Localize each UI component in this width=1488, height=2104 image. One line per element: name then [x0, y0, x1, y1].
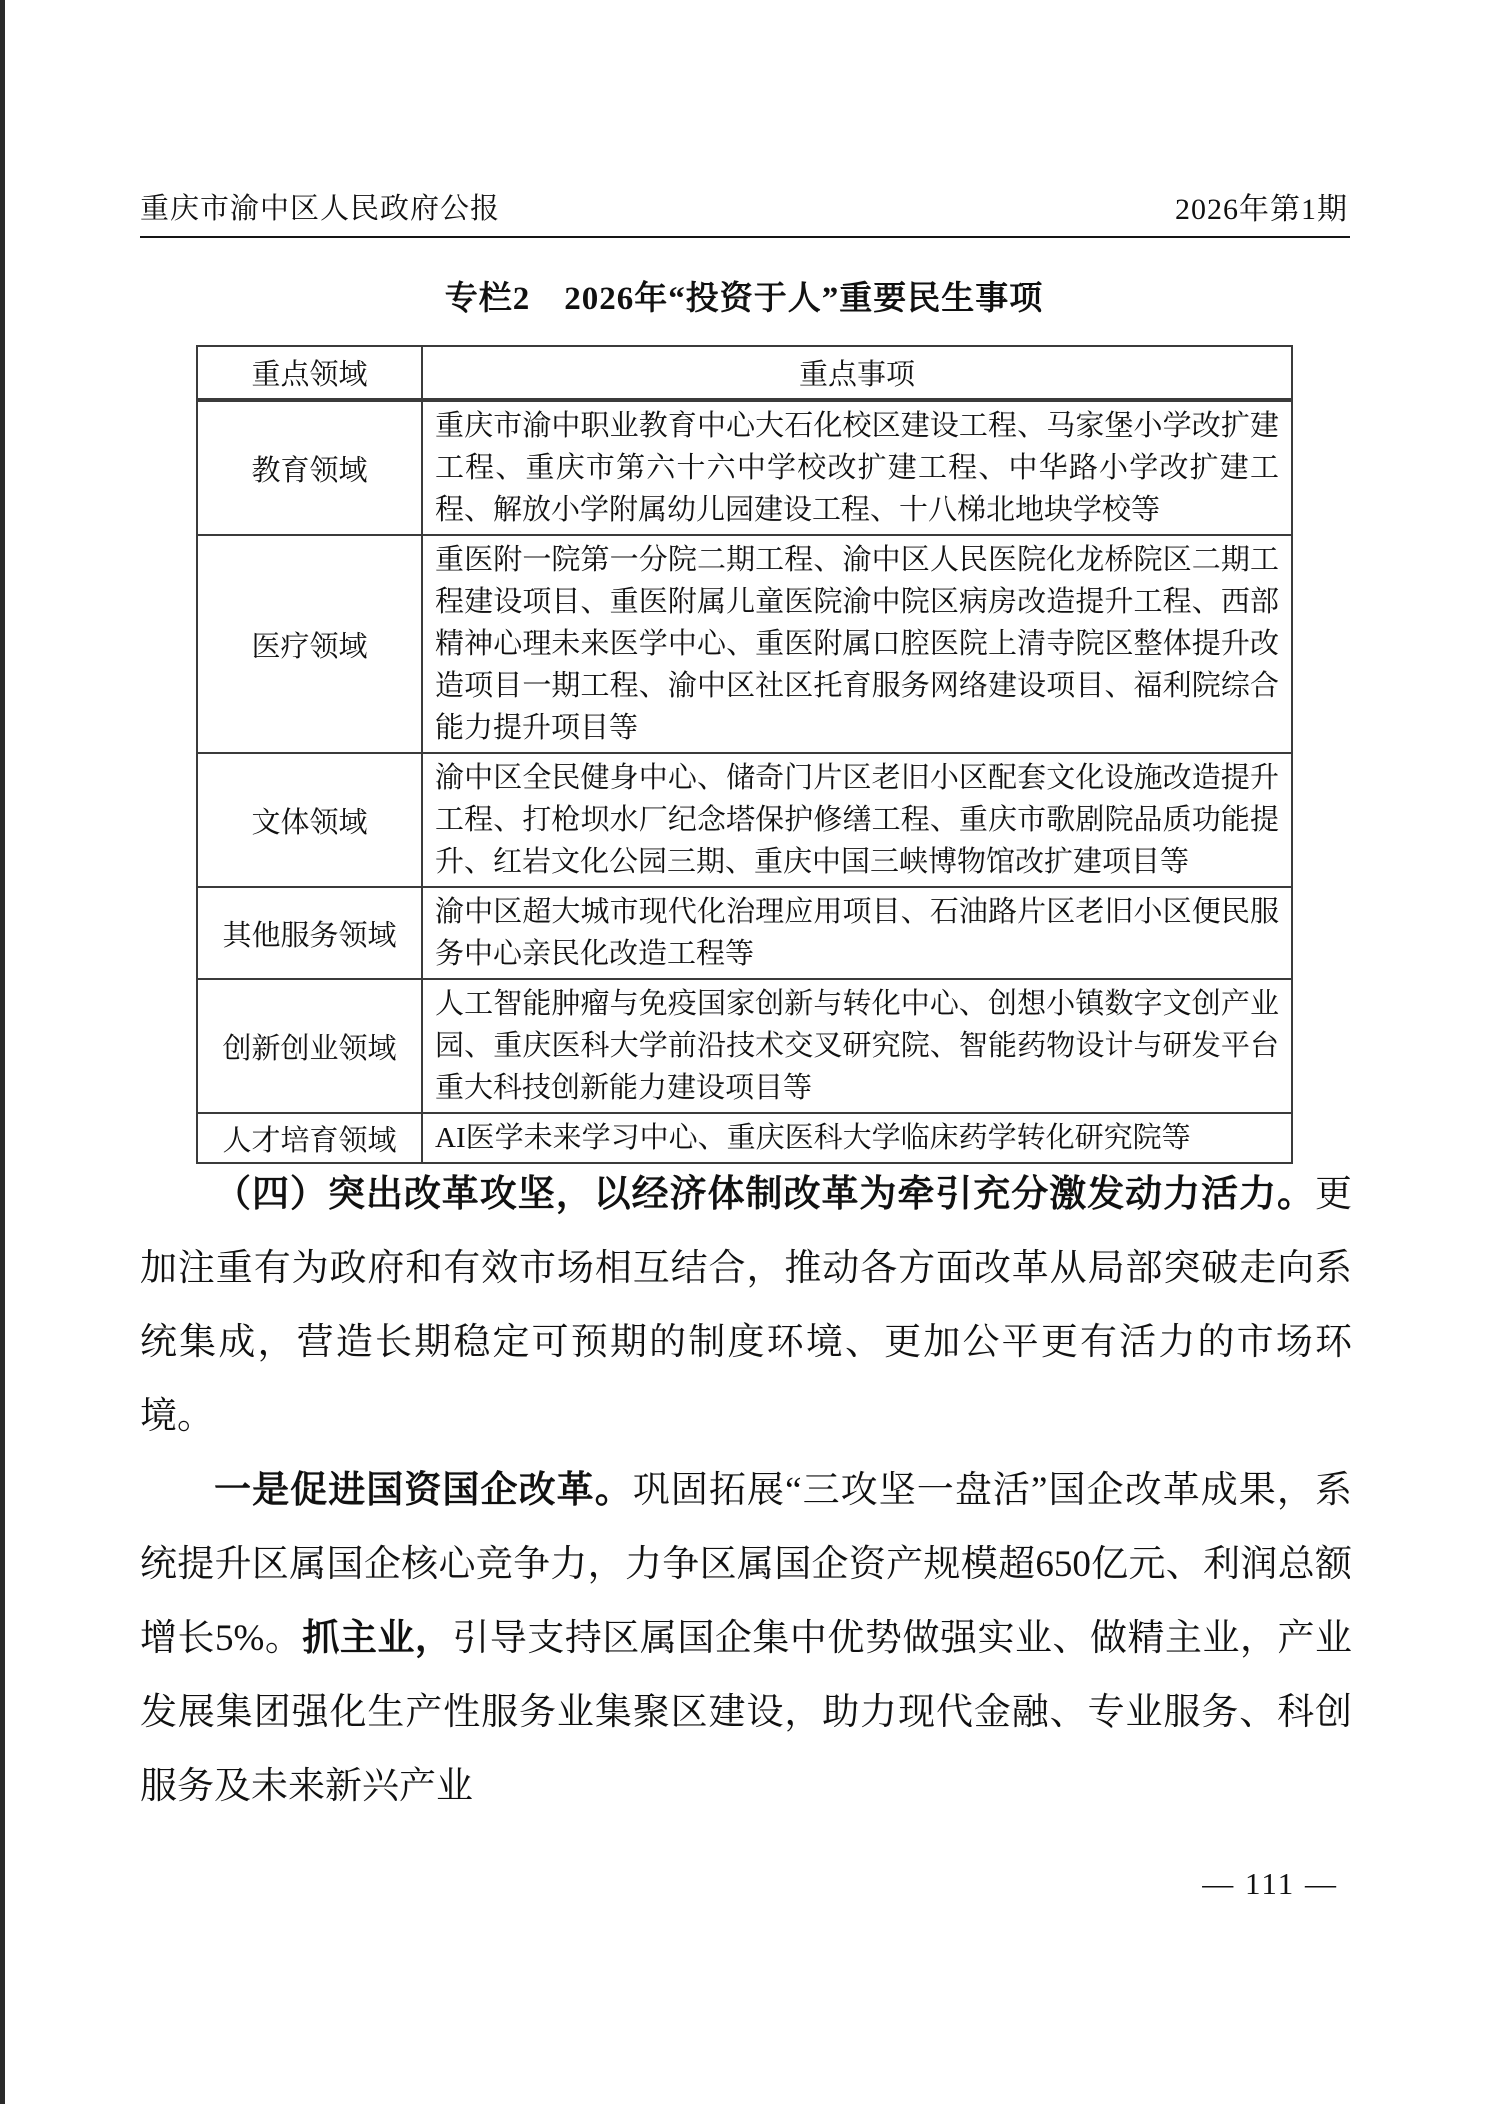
- table-row: [197, 979, 1292, 1113]
- items-cell: AI医学未来学习中心、重庆医科大学临床药学转化研究院等: [422, 1113, 1292, 1163]
- area-cell: 创新创业领域: [197, 979, 422, 1113]
- items-cell: 渝中区超大城市现代化治理应用项目、石油路片区老旧小区便民服务中心亲民化改造工程等: [422, 887, 1292, 979]
- column-header-items: 重点事项: [422, 346, 1292, 400]
- table-row: [197, 753, 1292, 887]
- items-cell: 人工智能肿瘤与免疫国家创新与转化中心、创想小镇数字文创产业园、重庆医科大学前沿技术交叉研究院、智能药物设计与研发平台重大科技创新能力建设项目等: [422, 979, 1292, 1113]
- table-row: [197, 887, 1292, 979]
- body-text: [140, 1158, 1352, 1824]
- area-cell: 文体领域: [197, 753, 422, 887]
- table-header-row: [197, 346, 1292, 400]
- paragraph-text: 巩固拓展“三攻坚一盘活”国企改革成果，系统提升区属国企核心竞争力，力争区属国企资产规模超650亿元、利润总额增长5%。: [140, 1470, 1353, 1659]
- items-cell: 重庆市渝中职业教育中心大石化校区建设工程、马家堡小学改扩建工程、重庆市第六十六中学校改扩建工程、中华路小学改扩建工程、解放小学附属幼儿园建设工程、十八梯北地块学校等: [422, 400, 1292, 535]
- items-cell: 重医附一院第一分院二期工程、渝中区人民医院化龙桥院区二期工程建设项目、重医附属儿童医院渝中院区病房改造提升工程、西部精神心理未来医学中心、重医附属口腔医院上清寺院区整体提升改造项目一期工程、渝中区社区托育服务网络建设项目、福利院综合能力提升项目等: [422, 535, 1292, 753]
- gazette-title: 重庆市渝中区人民政府公报: [140, 193, 501, 225]
- page-number: — 111 —: [1202, 1866, 1338, 1901]
- items-cell: 渝中区全民健身中心、储奇门片区老旧小区配套文化设施改造提升工程、打枪坝水厂纪念塔保护修缮工程、重庆市歌剧院品质功能提升、红岩文化公园三期、重庆中国三峡博物馆改扩建项目等: [422, 753, 1292, 887]
- paragraph-text: 引导支持区属国企集中优势做强实业、做精主业，产业发展集团强化生产性服务业集聚区建设，助力现代金融、专业服务、科创服务及未来新兴产业: [140, 1618, 1353, 1807]
- area-cell: 其他服务领域: [197, 887, 422, 979]
- area-cell: 教育领域: [197, 400, 422, 535]
- table-row: [197, 535, 1292, 753]
- area-cell: 医疗领域: [197, 535, 422, 753]
- paragraph-reform: [140, 1158, 1352, 1454]
- area-cell: 人才培育领域: [197, 1113, 422, 1163]
- issue-label: 2026年第1期: [1175, 193, 1348, 226]
- paragraph-lead-bold: 一是促进国资国企改革。: [214, 1470, 633, 1511]
- column-header-area: 重点领域: [197, 346, 422, 400]
- table-row: [197, 400, 1292, 535]
- header-rule: [140, 236, 1350, 238]
- table-row: [197, 1113, 1292, 1163]
- paragraph-soe-reform: [140, 1454, 1352, 1824]
- column-box-title: 专栏2 2026年“投资于人”重要民生事项: [444, 281, 1044, 317]
- paragraph-lead-bold: （四）突出改革攻坚，以经济体制改革为牵引充分激发动力活力。: [214, 1174, 1315, 1215]
- key-projects-table: [196, 345, 1293, 1164]
- paragraph-mid-bold: 抓主业，: [302, 1618, 453, 1659]
- paragraph-text: 更加注重有为政府和有效市场相互结合，推动各方面改革从局部突破走向系统集成，营造长期稳定可预期的制度环境、更加公平更有活力的市场环境。: [140, 1174, 1352, 1437]
